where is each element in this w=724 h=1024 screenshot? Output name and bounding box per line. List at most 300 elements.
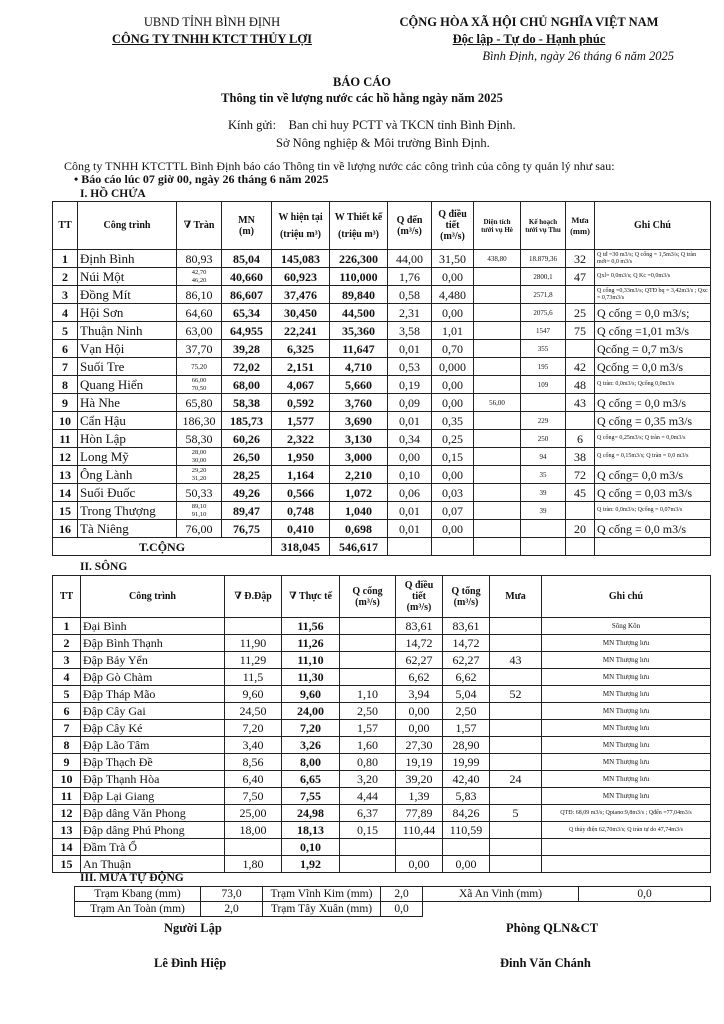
regulated-flow: 0,15	[432, 448, 474, 466]
department-head-name: Đinh Văn Chánh	[500, 956, 591, 970]
rainfall	[490, 618, 542, 635]
total-flow: 0,00	[443, 856, 490, 873]
structure-name: Đập Cây Ké	[81, 720, 225, 737]
spillway-level-b: 91,10	[191, 510, 207, 518]
dam-crest-level: 25,00	[225, 805, 282, 822]
river-row	[53, 703, 711, 720]
inflow: 0,00	[388, 448, 432, 466]
sluice-flow: 1,60	[340, 737, 396, 754]
autumn-irrigation-plan	[521, 520, 566, 538]
reservoir-row	[53, 322, 711, 340]
spillway-level	[177, 376, 222, 394]
rainfall: 47	[566, 268, 595, 286]
row-tt: 5	[53, 322, 78, 340]
total-flow: 1,57	[443, 720, 490, 737]
spillway-level-a: 66,00	[191, 377, 207, 384]
autumn-irrigation-plan: 229	[521, 412, 566, 430]
note: MN Thượng lưu	[542, 703, 711, 720]
row-tt: 6	[53, 703, 81, 720]
autumn-irrigation-plan: 35	[521, 466, 566, 484]
autumn-irrigation-plan: 2075,6	[521, 304, 566, 322]
actual-level: 11,10	[282, 652, 340, 669]
hdr-w-hien-tai: W hiện tại (triệu m³)	[272, 202, 330, 250]
dam-crest-level: 7,50	[225, 788, 282, 805]
structure-name: Đập Lão Tâm	[81, 737, 225, 754]
water-level: 86,607	[222, 286, 272, 304]
company-name: CÔNG TY TNHH KTCT THỦY LỢI	[112, 32, 312, 46]
total-flow: 19,99	[443, 754, 490, 771]
national-motto: Độc lập - Tự do - Hạnh phúc	[452, 32, 606, 46]
sluice-flow: 0,80	[340, 754, 396, 771]
design-volume: 2,210	[330, 466, 388, 484]
row-tt: 1	[53, 618, 81, 635]
dam-crest-level: 11,29	[225, 652, 282, 669]
regulated-flow: 6,62	[396, 669, 443, 686]
actual-level: 6,65	[282, 771, 340, 788]
header-right	[362, 14, 696, 65]
actual-level: 8,00	[282, 754, 340, 771]
actual-level: 11,30	[282, 669, 340, 686]
current-volume: 1,577	[272, 412, 330, 430]
dam-crest-level: 8,56	[225, 754, 282, 771]
design-volume: 0,698	[330, 520, 388, 538]
regulated-flow: 0,25	[432, 430, 474, 448]
spillway-level: 186,30	[177, 412, 222, 430]
department-title: Phòng QLN&CT	[506, 921, 599, 935]
rainfall	[490, 635, 542, 652]
spillway-level: 76,00	[177, 520, 222, 538]
note: Q cống = 0,15m3/s; Q tràn = 0,0 m3/s	[595, 448, 711, 466]
note: MN Thượng lưu	[542, 669, 711, 686]
note: MN Thượng lưu	[542, 771, 711, 788]
autumn-irrigation-plan	[521, 394, 566, 412]
regulated-flow: 1,39	[396, 788, 443, 805]
rainfall	[490, 669, 542, 686]
summer-irrigation-area	[474, 268, 521, 286]
note: Q tràn: 0,0m3/s; Qcống = 0,07m3/s	[595, 502, 711, 520]
water-level: 28,25	[222, 466, 272, 484]
title-line2: Thông tin về lượng nước các hồ hằng ngày năm 2025	[221, 91, 503, 105]
hdr2-v-thuc-te: ∇ Thực tế	[282, 576, 340, 618]
water-level: 68,00	[222, 376, 272, 394]
actual-level: 11,26	[282, 635, 340, 652]
total-w-hien-tai: 318,045	[272, 538, 330, 556]
sluice-flow: 1,10	[340, 686, 396, 703]
row-tt: 7	[53, 720, 81, 737]
inflow: 1,76	[388, 268, 432, 286]
regulated-flow: 0,35	[432, 412, 474, 430]
total-flow: 28,90	[443, 737, 490, 754]
row-tt: 8	[53, 737, 81, 754]
rainfall	[566, 340, 595, 358]
rain-value-an-toan: 2,0	[201, 902, 263, 917]
note: Q cống= 0,25m3/s; Q tràn = 0,0m3/s	[595, 430, 711, 448]
design-volume: 3,000	[330, 448, 388, 466]
regulated-flow: 0,00	[396, 703, 443, 720]
regulated-flow: 0,00	[432, 394, 474, 412]
province-name: UBND TỈNH BÌNH ĐỊNH	[143, 15, 281, 29]
autumn-irrigation-plan: 355	[521, 340, 566, 358]
row-tt: 1	[53, 250, 78, 268]
current-volume: 37,476	[272, 286, 330, 304]
reservoir-row	[53, 502, 711, 520]
dam-crest-level: 11,5	[225, 669, 282, 686]
note: Q cống =0,33m3/s; QTĐ bq = 3,42m3/s ; Qxc = 0,73m3/s	[595, 286, 711, 304]
rainfall	[566, 412, 595, 430]
regulated-flow: 0,03	[432, 484, 474, 502]
hdr-mua: Mưa (mm)	[566, 202, 595, 250]
autumn-irrigation-plan: 1547	[521, 322, 566, 340]
design-volume: 44,500	[330, 304, 388, 322]
rainfall: 48	[566, 376, 595, 394]
design-volume: 3,760	[330, 394, 388, 412]
regulated-flow: 27,30	[396, 737, 443, 754]
reservoir-name: Long Mỹ	[78, 448, 177, 466]
summer-irrigation-area	[474, 304, 521, 322]
note	[542, 839, 711, 856]
section2-title: II. SÔNG	[80, 561, 128, 573]
reservoir-row	[53, 430, 711, 448]
note	[542, 856, 711, 873]
rain-station-vinh-kim: Trạm Vĩnh Kim (mm)	[263, 887, 381, 902]
recipients	[228, 116, 516, 152]
river-row	[53, 737, 711, 754]
regulated-flow	[396, 839, 443, 856]
summer-irrigation-area	[474, 322, 521, 340]
rainfall: 45	[566, 484, 595, 502]
river-row	[53, 771, 711, 788]
note: MN Thượng lưu	[542, 635, 711, 652]
reservoir-name: Hòn Lập	[78, 430, 177, 448]
inflow: 0,01	[388, 520, 432, 538]
water-level: 64,955	[222, 322, 272, 340]
inflow: 0,06	[388, 484, 432, 502]
dam-crest-level: 24,50	[225, 703, 282, 720]
current-volume: 4,067	[272, 376, 330, 394]
actual-level: 24,00	[282, 703, 340, 720]
row-tt: 14	[53, 839, 81, 856]
spillway-level-a: 42,70	[191, 269, 207, 276]
summer-irrigation-area	[474, 358, 521, 376]
total-flow: 84,26	[443, 805, 490, 822]
reservoir-name: Trong Thượng	[78, 502, 177, 520]
reservoir-row	[53, 250, 711, 268]
rainfall: 25	[566, 304, 595, 322]
note: Q thủy điện 62,70m3/s; Q tràn tự do 47,74m3/s	[542, 822, 711, 839]
reservoir-name: Tà Niêng	[78, 520, 177, 538]
regulated-flow: 14,72	[396, 635, 443, 652]
structure-name: Đập dâng Văn Phong	[81, 805, 225, 822]
note: Qcống = 0,7 m3/s	[595, 340, 711, 358]
hdr2-tt: TT	[53, 576, 81, 618]
row-tt: 13	[53, 822, 81, 839]
regulated-flow: 0,00	[432, 376, 474, 394]
regulated-flow: 77,89	[396, 805, 443, 822]
dam-crest-level: 18,00	[225, 822, 282, 839]
sluice-flow	[340, 669, 396, 686]
header-left	[92, 14, 332, 48]
reservoir-row	[53, 376, 711, 394]
autumn-irrigation-plan: 39	[521, 502, 566, 520]
row-tt: 10	[53, 412, 78, 430]
hdr-w-thiet-ke: W Thiết kế (triệu m³)	[330, 202, 388, 250]
river-header-row	[53, 576, 711, 618]
rain-table	[74, 886, 711, 917]
total-flow: 83,61	[443, 618, 490, 635]
river-row	[53, 754, 711, 771]
note: Q cống = 0,35 m3/s	[595, 412, 711, 430]
actual-level: 24,98	[282, 805, 340, 822]
autumn-irrigation-plan: 39	[521, 484, 566, 502]
design-volume: 11,647	[330, 340, 388, 358]
total-flow: 42,40	[443, 771, 490, 788]
structure-name: Đại Bình	[81, 618, 225, 635]
reservoir-row	[53, 358, 711, 376]
spillway-level	[177, 502, 222, 520]
spillway-level: 75,20	[177, 358, 222, 376]
reservoir-row	[53, 484, 711, 502]
spillway-level: 50,33	[177, 484, 222, 502]
row-tt: 15	[53, 856, 81, 873]
hdr2-v-dap: ∇ Đ.Đập	[225, 576, 282, 618]
row-tt: 2	[53, 268, 78, 286]
autumn-irrigation-plan: 94	[521, 448, 566, 466]
reservoir-row	[53, 466, 711, 484]
note: Qcống = 0,0 m3/s	[595, 358, 711, 376]
rainfall: 42	[566, 358, 595, 376]
dam-crest-level: 9,60	[225, 686, 282, 703]
spillway-level-b: 70,50	[191, 384, 207, 392]
river-row	[53, 635, 711, 652]
structure-name: Đập Lại Giang	[81, 788, 225, 805]
dam-crest-level	[225, 618, 282, 635]
note: MN Thượng lưu	[542, 788, 711, 805]
row-tt: 4	[53, 304, 78, 322]
reservoir-row	[53, 268, 711, 286]
sluice-flow	[340, 856, 396, 873]
reservoir-row	[53, 412, 711, 430]
rainfall: 20	[566, 520, 595, 538]
row-tt: 12	[53, 805, 81, 822]
river-row	[53, 822, 711, 839]
row-tt: 9	[53, 754, 81, 771]
rainfall: 52	[490, 686, 542, 703]
sluice-flow: 1,57	[340, 720, 396, 737]
actual-level: 18,13	[282, 822, 340, 839]
actual-level: 1,92	[282, 856, 340, 873]
rain-value-vinh-kim: 2,0	[381, 887, 423, 902]
current-volume: 60,923	[272, 268, 330, 286]
regulated-flow: 83,61	[396, 618, 443, 635]
note: Q cống = 0,0 m3/s	[595, 520, 711, 538]
current-volume: 0,410	[272, 520, 330, 538]
dam-crest-level: 7,20	[225, 720, 282, 737]
river-row	[53, 805, 711, 822]
row-tt: 12	[53, 448, 78, 466]
rain-station-kbang: Trạm Kbang (mm)	[75, 887, 201, 902]
row-tt: 7	[53, 358, 78, 376]
design-volume: 4,710	[330, 358, 388, 376]
water-level: 26,50	[222, 448, 272, 466]
design-volume: 1,072	[330, 484, 388, 502]
hdr-q-den: Q đến (m³/s)	[388, 202, 432, 250]
design-volume: 3,130	[330, 430, 388, 448]
rainfall: 75	[566, 322, 595, 340]
actual-level: 11,56	[282, 618, 340, 635]
spillway-level: 58,30	[177, 430, 222, 448]
sluice-flow	[340, 618, 396, 635]
total-flow	[443, 839, 490, 856]
summer-irrigation-area	[474, 286, 521, 304]
spillway-level	[177, 268, 222, 286]
reservoir-name: Thuận Ninh	[78, 322, 177, 340]
current-volume: 22,241	[272, 322, 330, 340]
rain-row-2	[75, 902, 711, 917]
reservoir-name: Hà Nhe	[78, 394, 177, 412]
row-tt: 16	[53, 520, 78, 538]
water-level: 40,660	[222, 268, 272, 286]
hdr2-q-dieu-tiet: Q điều tiết (m³/s)	[396, 576, 443, 618]
reservoir-header-row	[53, 202, 711, 250]
recipient-2: Sở Nông nghiệp & Môi trường Bình Định.	[276, 136, 490, 150]
hdr2-q-tong: Q tổng (m³/s)	[443, 576, 490, 618]
regulated-flow: 39,20	[396, 771, 443, 788]
reservoir-name: Ông Lành	[78, 466, 177, 484]
note: Q cống = 0,0 m3/s	[595, 394, 711, 412]
actual-level: 7,20	[282, 720, 340, 737]
regulated-flow: 110,44	[396, 822, 443, 839]
regulated-flow: 0,00	[396, 856, 443, 873]
rainfall: 6	[566, 430, 595, 448]
water-level: 76,75	[222, 520, 272, 538]
current-volume: 0,748	[272, 502, 330, 520]
current-volume: 2,151	[272, 358, 330, 376]
reservoir-row	[53, 520, 711, 538]
total-flow: 5,04	[443, 686, 490, 703]
autumn-irrigation-plan: 109	[521, 376, 566, 394]
spillway-level	[177, 466, 222, 484]
summer-irrigation-area: 56,00	[474, 394, 521, 412]
river-row	[53, 856, 711, 873]
row-tt: 3	[53, 286, 78, 304]
note: Sông Kôn	[542, 618, 711, 635]
inflow: 3,58	[388, 322, 432, 340]
summer-irrigation-area	[474, 430, 521, 448]
design-volume: 89,840	[330, 286, 388, 304]
water-level: 60,26	[222, 430, 272, 448]
row-tt: 10	[53, 771, 81, 788]
row-tt: 3	[53, 652, 81, 669]
rainfall	[490, 856, 542, 873]
summer-irrigation-area: 438,80	[474, 250, 521, 268]
reservoir-name: Định Bình	[78, 250, 177, 268]
spillway-level: 37,70	[177, 340, 222, 358]
design-volume: 5,660	[330, 376, 388, 394]
water-level: 39,28	[222, 340, 272, 358]
spillway-level	[177, 448, 222, 466]
dam-crest-level: 1,80	[225, 856, 282, 873]
row-tt: 2	[53, 635, 81, 652]
spillway-level-b: 31,20	[191, 474, 207, 482]
rainfall: 43	[490, 652, 542, 669]
inflow: 0,01	[388, 340, 432, 358]
current-volume: 1,164	[272, 466, 330, 484]
reservoir-name: Hội Sơn	[78, 304, 177, 322]
reservoir-row	[53, 394, 711, 412]
regulated-flow: 31,50	[432, 250, 474, 268]
hdr2-ghi-chu: Ghi chú	[542, 576, 711, 618]
river-row	[53, 788, 711, 805]
nation-name: CỘNG HÒA XÃ HỘI CHỦ NGHĨA VIỆT NAM	[399, 15, 659, 29]
summer-irrigation-area	[474, 484, 521, 502]
spillway-level-b: 30,00	[191, 456, 207, 464]
note: MN Thượng lưu	[542, 737, 711, 754]
current-volume: 30,450	[272, 304, 330, 322]
summer-irrigation-area	[474, 448, 521, 466]
structure-name: Đập Thạch Đề	[81, 754, 225, 771]
rainfall	[490, 839, 542, 856]
inflow: 0,09	[388, 394, 432, 412]
river-row	[53, 720, 711, 737]
autumn-irrigation-plan: 2800,1	[521, 268, 566, 286]
rain-station-an-vinh: Xã An Vinh (mm)	[423, 887, 579, 902]
row-tt: 9	[53, 394, 78, 412]
regulated-flow: 62,27	[396, 652, 443, 669]
section1-title: I. HỒ CHỨA	[80, 188, 146, 200]
spillway-level-b: 46,20	[191, 276, 207, 284]
total-flow: 5,83	[443, 788, 490, 805]
reservoir-name: Vạn Hội	[78, 340, 177, 358]
reservoir-name: Đồng Mít	[78, 286, 177, 304]
row-tt: 11	[53, 430, 78, 448]
row-tt: 4	[53, 669, 81, 686]
report-time: • Báo cáo lúc 07 giờ 00, ngày 26 tháng 6 năm 2025	[74, 172, 329, 186]
hdr-cong-trinh: Công trình	[78, 202, 177, 250]
structure-name: Đập dâng Phú Phong	[81, 822, 225, 839]
total-flow: 14,72	[443, 635, 490, 652]
regulated-flow: 1,01	[432, 322, 474, 340]
actual-level: 3,26	[282, 737, 340, 754]
total-flow: 2,50	[443, 703, 490, 720]
sluice-flow: 6,37	[340, 805, 396, 822]
intro-text: Công ty TNHH KTCTTL Bình Định báo cáo Thông tin về lượng nước các công trình của công ty quản lý như sau:	[64, 159, 615, 173]
design-volume: 110,000	[330, 268, 388, 286]
design-volume: 226,300	[330, 250, 388, 268]
spillway-level: 64,60	[177, 304, 222, 322]
note: Q cống = 0,03 m3/s	[595, 484, 711, 502]
sluice-flow	[340, 652, 396, 669]
rainfall	[566, 502, 595, 520]
regulated-flow: 0,00	[396, 720, 443, 737]
spillway-level: 86,10	[177, 286, 222, 304]
autumn-irrigation-plan: 2571,8	[521, 286, 566, 304]
section3-title: III. MƯA TỰ ĐỘNG	[80, 872, 184, 884]
summer-irrigation-area	[474, 466, 521, 484]
dam-crest-level	[225, 839, 282, 856]
note: MN Thượng lưu	[542, 720, 711, 737]
row-tt: 15	[53, 502, 78, 520]
rainfall	[566, 286, 595, 304]
reservoir-name: Cẩn Hậu	[78, 412, 177, 430]
report-title	[0, 74, 724, 106]
rain-value-an-vinh: 0,0	[579, 887, 711, 902]
design-volume: 35,360	[330, 322, 388, 340]
water-level: 72,02	[222, 358, 272, 376]
water-level: 85,04	[222, 250, 272, 268]
note: Q tđ =30 m3/s; Q cống = 1,5m3/s; Q tràn mới= 0,0 m3/s	[595, 250, 711, 268]
regulated-flow: 19,19	[396, 754, 443, 771]
hdr-ghi-chu: Ghi Chú	[595, 202, 711, 250]
